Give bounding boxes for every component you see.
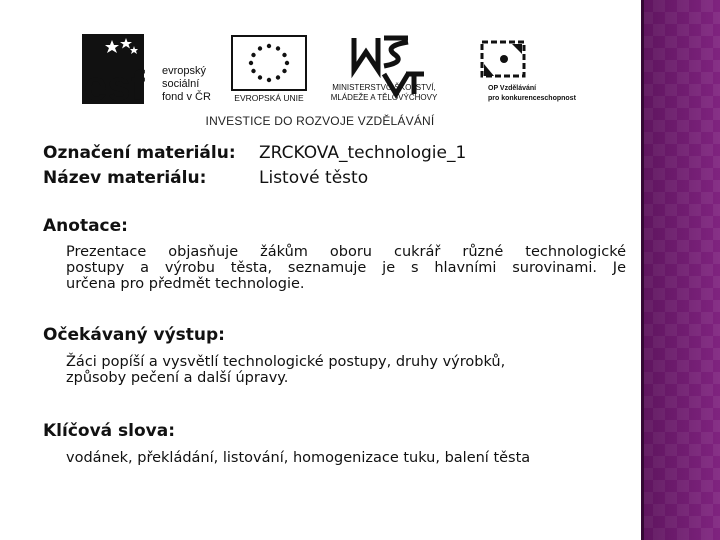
keywords-heading: Klíčová slova:	[43, 421, 176, 441]
keywords-body	[66, 450, 626, 466]
logo-strip	[80, 32, 576, 132]
annotation-body	[66, 244, 626, 292]
expected-output-body	[66, 354, 626, 386]
op-line1: OP Vzdělávání	[488, 85, 537, 92]
eu-flag-logo	[226, 34, 312, 104]
annotation-heading: Anotace:	[43, 216, 128, 236]
expected-output-heading: Očekávaný výstup:	[43, 325, 225, 345]
keywords-line-1: vodánek, překládání, listování, homogenizace tuku, balení těsta	[66, 450, 531, 466]
material-id-label: Označení materiálu:	[43, 143, 236, 163]
material-id-value: ZRCKOVA_technologie_1	[259, 143, 467, 163]
op-vzdelavani-logo	[460, 32, 576, 104]
annotation-line-2: postupy a výrobu těsta, seznamuje je s hlavními surovinami. Je	[66, 260, 626, 276]
annotation-line-1: Prezentace objasňuje žákům oboru cukrář různé technologické	[66, 244, 626, 260]
esf-line2: sociální	[162, 78, 200, 90]
eu-caption: EVROPSKÁ UNIE	[234, 93, 304, 103]
esf-logo	[82, 34, 222, 109]
decorative-side-panel	[641, 0, 720, 540]
annotation-line-3: určena pro předmět technologie.	[66, 276, 305, 292]
expected-output-line-2: způsoby pečení a další úpravy.	[66, 370, 289, 386]
material-name-label: Název materiálu:	[43, 168, 207, 188]
msmt-logo	[314, 32, 454, 104]
expected-output-line-1: Žáci popíší a vysvětlí technologické postupy, druhy výrobků,	[66, 354, 506, 370]
material-name-value: Listové těsto	[259, 168, 369, 188]
msmt-line1: MINISTERSTVO ŠKOLSTVÍ,	[332, 83, 436, 92]
msmt-line2: MLÁDEŽE A TĚLOVÝCHOVY	[330, 93, 438, 102]
logo-tagline: INVESTICE DO ROZVOJE VZDĚLÁVÁNÍ	[205, 114, 435, 128]
esf-wordmark: esf	[84, 62, 145, 109]
esf-line3: fond v ČR	[162, 91, 211, 103]
op-line2: pro konkurenceschopnost	[488, 95, 576, 102]
esf-line1: evropský	[162, 65, 207, 77]
